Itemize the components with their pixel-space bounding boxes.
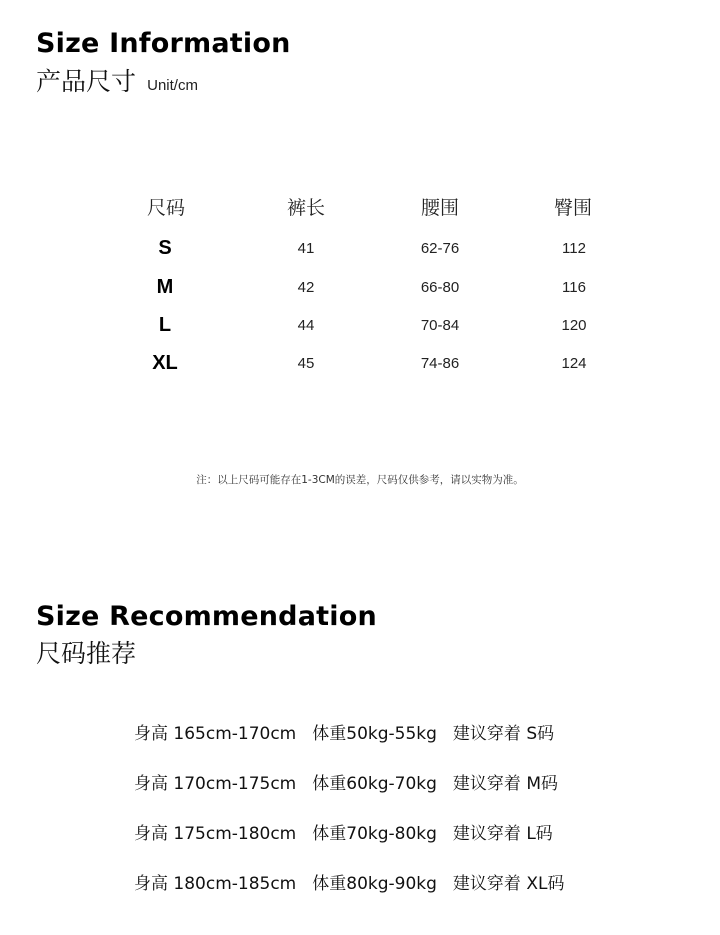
rec-weight: 体重50kg-55kg — [312, 724, 437, 744]
table-cell-hip: 120 — [561, 317, 587, 334]
rec-suggest: 建议穿着 S码 — [452, 724, 555, 744]
table-cell-length: 41 — [297, 240, 315, 257]
size-table — [0, 0, 720, 400]
recommendation-title: Size Recommendation — [36, 601, 377, 632]
table-header-waist: 腰围 — [420, 197, 460, 219]
table-cell-waist: 70-84 — [420, 317, 460, 334]
rec-weight: 体重80kg-90kg — [312, 874, 437, 894]
table-cell-waist: 62-76 — [420, 240, 460, 257]
size-info-title: Size Information — [36, 28, 291, 59]
table-row-size: XL — [152, 352, 178, 374]
table-row-size: S — [158, 237, 172, 259]
recommendation-item — [134, 869, 564, 894]
table-header-length: 裤长 — [286, 197, 326, 219]
rec-weight: 体重60kg-70kg — [312, 774, 437, 794]
recommendation-item — [134, 819, 553, 844]
table-cell-hip: 124 — [561, 355, 587, 372]
rec-weight: 体重70kg-80kg — [312, 824, 437, 844]
table-cell-length: 44 — [297, 317, 315, 334]
rec-suggest: 建议穿着 XL码 — [452, 874, 565, 894]
table-cell-length: 45 — [297, 355, 315, 372]
measurement-note: 注：以上尺码可能存在1-3CM的误差，尺码仅供参考，请以实物为准。 — [196, 474, 524, 486]
unit-label: Unit/cm — [147, 77, 198, 94]
table-cell-length: 42 — [297, 279, 315, 296]
recommendation-title-cn: 尺码推荐 — [36, 639, 137, 668]
size-info-title-cn: 产品尺寸 — [36, 67, 137, 96]
table-row-size: M — [156, 276, 174, 298]
rec-suggest: 建议穿着 M码 — [452, 774, 558, 794]
table-row-size: L — [158, 314, 172, 336]
recommendation-item — [134, 719, 554, 744]
table-cell-hip: 112 — [562, 240, 586, 257]
table-cell-waist: 74-86 — [420, 355, 460, 372]
rec-height: 身高 165cm-170cm — [134, 724, 297, 744]
rec-height: 身高 180cm-185cm — [134, 874, 297, 894]
rec-height: 身高 175cm-180cm — [134, 824, 297, 844]
rec-height: 身高 170cm-175cm — [134, 774, 297, 794]
table-cell-waist: 66-80 — [420, 279, 460, 296]
rec-suggest: 建议穿着 L码 — [452, 824, 553, 844]
table-cell-hip: 116 — [562, 279, 586, 296]
table-header-size: 尺码 — [146, 197, 186, 219]
table-header-hip: 臀围 — [553, 197, 593, 219]
recommendation-item — [134, 769, 558, 794]
